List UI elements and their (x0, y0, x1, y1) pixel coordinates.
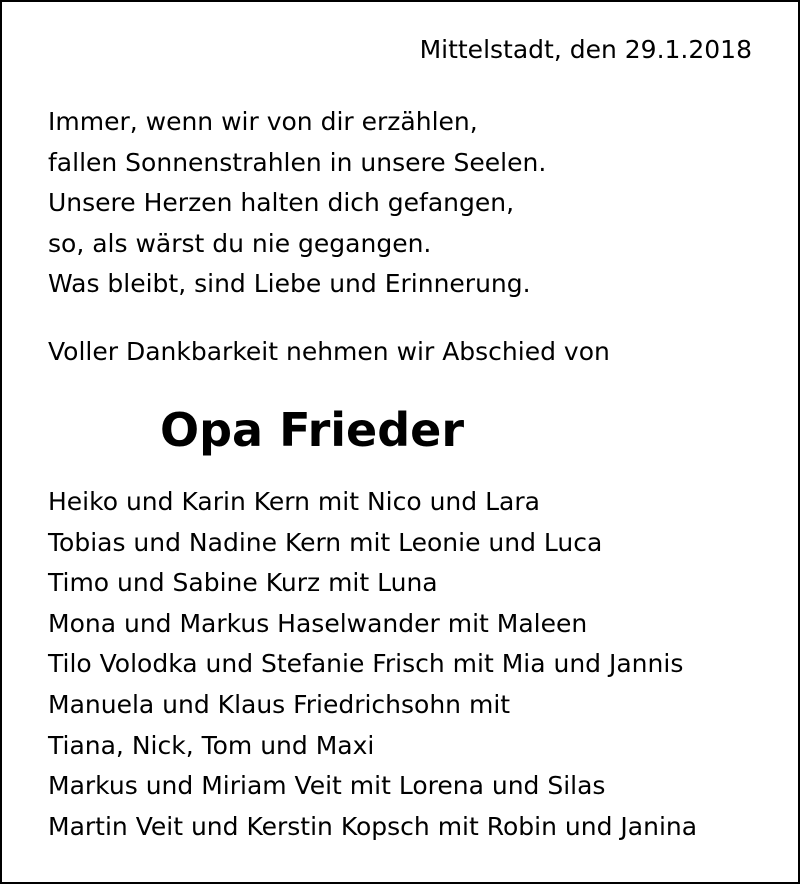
mourners-list (48, 482, 697, 847)
mourner-line: Martin Veit und Kerstin Kopsch mit Robin und Janina (48, 811, 698, 841)
mourner-line: Tiana, Nick, Tom und Maxi (48, 730, 375, 760)
poem-line: so, als wärst du nie gegangen. (48, 228, 432, 258)
farewell-intro: Voller Dankbarkeit nehmen wir Abschied von (48, 337, 610, 366)
mourner-line: Markus und Miriam Veit mit Lorena und Silas (48, 771, 606, 801)
mourner-line: Tobias und Nadine Kern mit Leonie und Luca (48, 527, 603, 557)
mourner-line: Tilo Volodka und Stefanie Frisch mit Mia und Jannis (48, 649, 684, 679)
deceased-name: Opa Frieder (160, 403, 465, 457)
poem-line: fallen Sonnenstrahlen in unsere Seelen. (48, 147, 547, 177)
poem (48, 102, 546, 305)
mourner-line: Timo und Sabine Kurz mit Luna (48, 568, 438, 598)
place-date: Mittelstadt, den 29.1.2018 (419, 35, 752, 64)
poem-line: Immer, wenn wir von dir erzählen, (48, 107, 478, 136)
mourner-line: Mona und Markus Haselwander mit Maleen (48, 608, 588, 638)
mourner-line: Manuela und Klaus Friedrichsohn mit (48, 689, 511, 719)
poem-line: Unsere Herzen halten dich gefangen, (48, 188, 515, 217)
mourner-line: Heiko und Karin Kern mit Nico und Lara (48, 487, 540, 516)
poem-line: Was bleibt, sind Liebe und Erinnerung. (48, 269, 531, 298)
